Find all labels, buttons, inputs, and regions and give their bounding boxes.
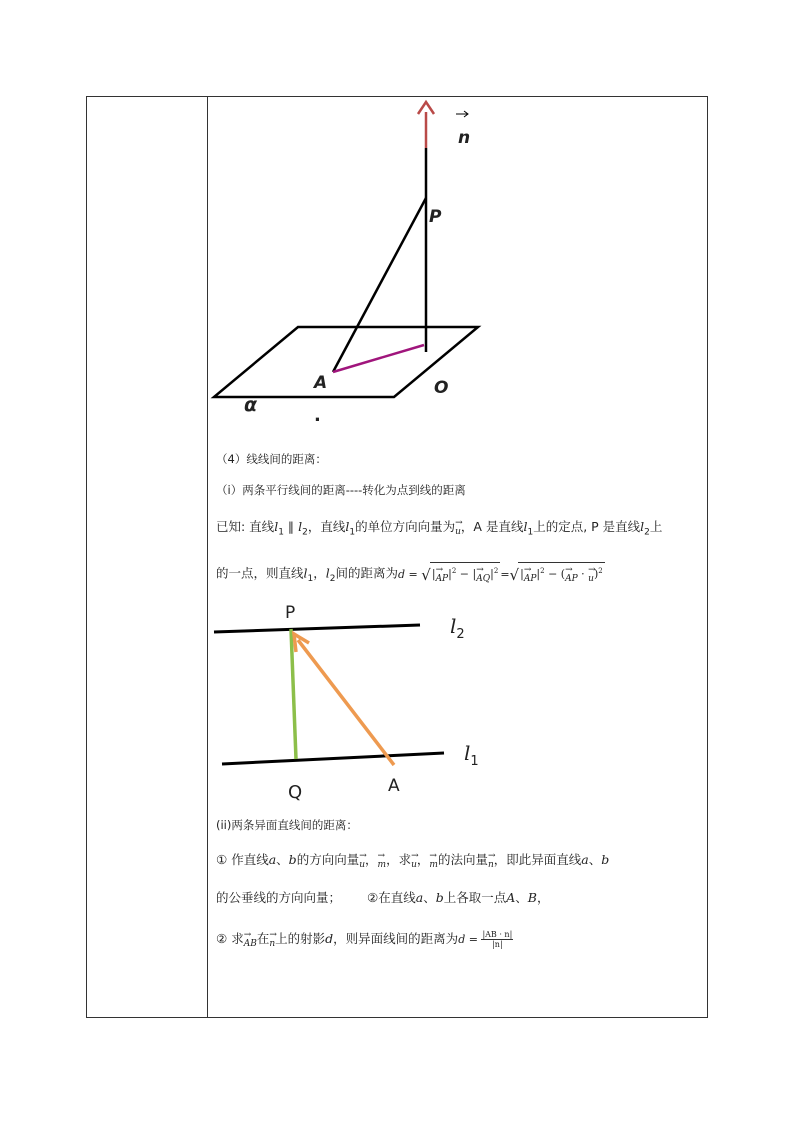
label-l2: [450, 614, 465, 643]
label-n: n: [458, 128, 471, 148]
var-l1b: l: [523, 519, 528, 534]
vector-m: → m: [378, 852, 387, 873]
fraction-denominator: |n|: [492, 940, 503, 949]
sep4: 、: [515, 890, 528, 905]
var-a3: a: [415, 890, 424, 905]
eq2: =: [500, 567, 510, 581]
text-on: 上: [649, 519, 663, 534]
vector-AP-3: → AP: [565, 566, 578, 587]
vector-u-ii-2: → u: [411, 852, 417, 873]
parallel-symbol: ∥: [283, 519, 299, 534]
sub-l1-fig: 1: [470, 754, 479, 769]
section-4-heading: （4）线线间的距离：: [216, 452, 327, 466]
text-find: ，求: [386, 852, 412, 867]
label-l1: [464, 741, 479, 770]
vector-AP: → AP: [436, 566, 449, 587]
var-l1-fig: l: [464, 741, 471, 765]
text-known: 已知: 直线: [216, 519, 275, 534]
comma1: ，: [365, 852, 378, 867]
sub-l2-fig: 2: [456, 627, 465, 642]
text-direction: 的方向向量: [296, 852, 360, 867]
sep3: 、: [423, 890, 436, 905]
section-ii-heading: (ii)两条异面直线间的距离：: [216, 818, 358, 832]
text-skew: ，即此异面直线: [493, 852, 582, 867]
vector-AQ: → AQ: [476, 566, 490, 587]
section-4-line1: [216, 519, 662, 541]
section-4-line2: [216, 562, 605, 587]
var-b: b: [288, 852, 297, 867]
var-l2-2: l: [325, 565, 330, 581]
text-a-point: 的一点，则直线: [216, 565, 304, 581]
formula-distance: d = √|→ $AP|^2$ − |→ $AQ|^2$ =√|→ $AP|^2$ − (→ AP · → u)$^2$: [398, 568, 605, 581]
label-O: O: [434, 378, 449, 398]
vector-n-2: → n: [269, 931, 275, 952]
text-normal: 的法向量: [437, 852, 488, 867]
circled-2b: ②: [216, 931, 228, 946]
vector-u-ii: → u: [359, 852, 365, 873]
var-a: a: [268, 852, 277, 867]
label-P: P: [429, 207, 442, 227]
eq: =: [405, 567, 422, 581]
section-ii-step1-line2: [216, 890, 549, 906]
text-A-on-line: ，A 是直线: [460, 519, 524, 534]
sub-2b: 2: [644, 527, 650, 538]
label-alpha: α: [244, 394, 258, 416]
text-find2: 求: [227, 931, 244, 946]
label-P2: P: [285, 603, 296, 623]
line-l2: [214, 625, 420, 632]
var-l1-2: l: [303, 565, 308, 581]
var-A: A: [506, 890, 516, 905]
sq1: 2: [451, 567, 457, 575]
circled-1: ①: [216, 852, 228, 867]
section-4-sub-i: （i）两条平行线间的距离----转化为点到线的距离: [216, 483, 466, 497]
vector-AB: → AB: [244, 931, 257, 952]
eq3: =: [465, 933, 482, 946]
minus: −: [456, 567, 473, 581]
text-projection: 上的射影: [275, 931, 326, 946]
var-d2: d: [325, 931, 334, 946]
label-Q: Q: [288, 782, 303, 803]
text-distance-skew: ，则异面线间的距离为: [333, 931, 459, 946]
vector-m-2: → m: [429, 852, 438, 873]
var-l: l: [345, 519, 350, 534]
sub-2-2: 2: [329, 574, 336, 585]
vector-n: → n: [488, 852, 494, 873]
minus-2: −: [544, 567, 561, 581]
sq2: 2: [493, 567, 499, 575]
var-B: B: [527, 890, 537, 905]
comma: ，: [313, 565, 326, 581]
text-unit-vector: 的单位方向向量为: [355, 519, 456, 534]
section-ii-step3: [216, 930, 513, 952]
text-on2: 在: [256, 931, 270, 946]
var-l2b: l: [640, 519, 645, 534]
sep2: 、: [588, 852, 602, 867]
var-l2-fig: l: [450, 614, 457, 638]
label-A: A: [314, 373, 328, 393]
sep: 、: [276, 852, 289, 867]
sq4: 2: [598, 567, 603, 575]
var-b2: b: [601, 852, 610, 867]
text-take-points: 上各取一点: [443, 890, 507, 905]
vector-u: → u: [455, 519, 461, 540]
sub-1: 1: [278, 527, 284, 538]
fraction-distance: [481, 930, 513, 949]
segment-PA: [333, 198, 426, 372]
var-d: d: [398, 567, 406, 581]
sq3: 2: [540, 567, 545, 575]
label-A2: A: [388, 776, 400, 796]
var-a2: a: [581, 852, 589, 867]
text-line: ，直线: [307, 519, 346, 534]
section-ii-step1: [216, 852, 609, 873]
label-dot: .: [314, 405, 321, 426]
comma-end: ，: [536, 890, 550, 905]
text-distance-is: 间的距离为: [335, 565, 399, 581]
vector-AP-line: [298, 640, 394, 765]
sub-2: 2: [302, 527, 308, 538]
var-b3: b: [435, 890, 444, 905]
var-d3: d: [458, 933, 466, 946]
line-l1: [222, 753, 444, 764]
var-l2: l: [298, 519, 303, 534]
vector-AP-2: → AP: [524, 566, 537, 587]
sub-1c: 1: [527, 527, 534, 538]
sub-1-2: 1: [307, 574, 314, 585]
text-make-line: 作直线: [227, 852, 269, 867]
comma3: ，: [416, 852, 430, 867]
fraction-numerator: |AB · n|: [482, 930, 513, 939]
text-fixed-point: 上的定点, P 是直线: [533, 519, 641, 534]
text-common-perpendicular: 的公垂线的方向向量；: [216, 890, 342, 905]
figure-parallel-lines: [208, 600, 488, 803]
sub-1b: 1: [349, 527, 356, 538]
vector-u-2: → u: [588, 566, 594, 587]
var-l1: l: [274, 519, 279, 534]
circled-2: ②在直线: [367, 890, 416, 905]
